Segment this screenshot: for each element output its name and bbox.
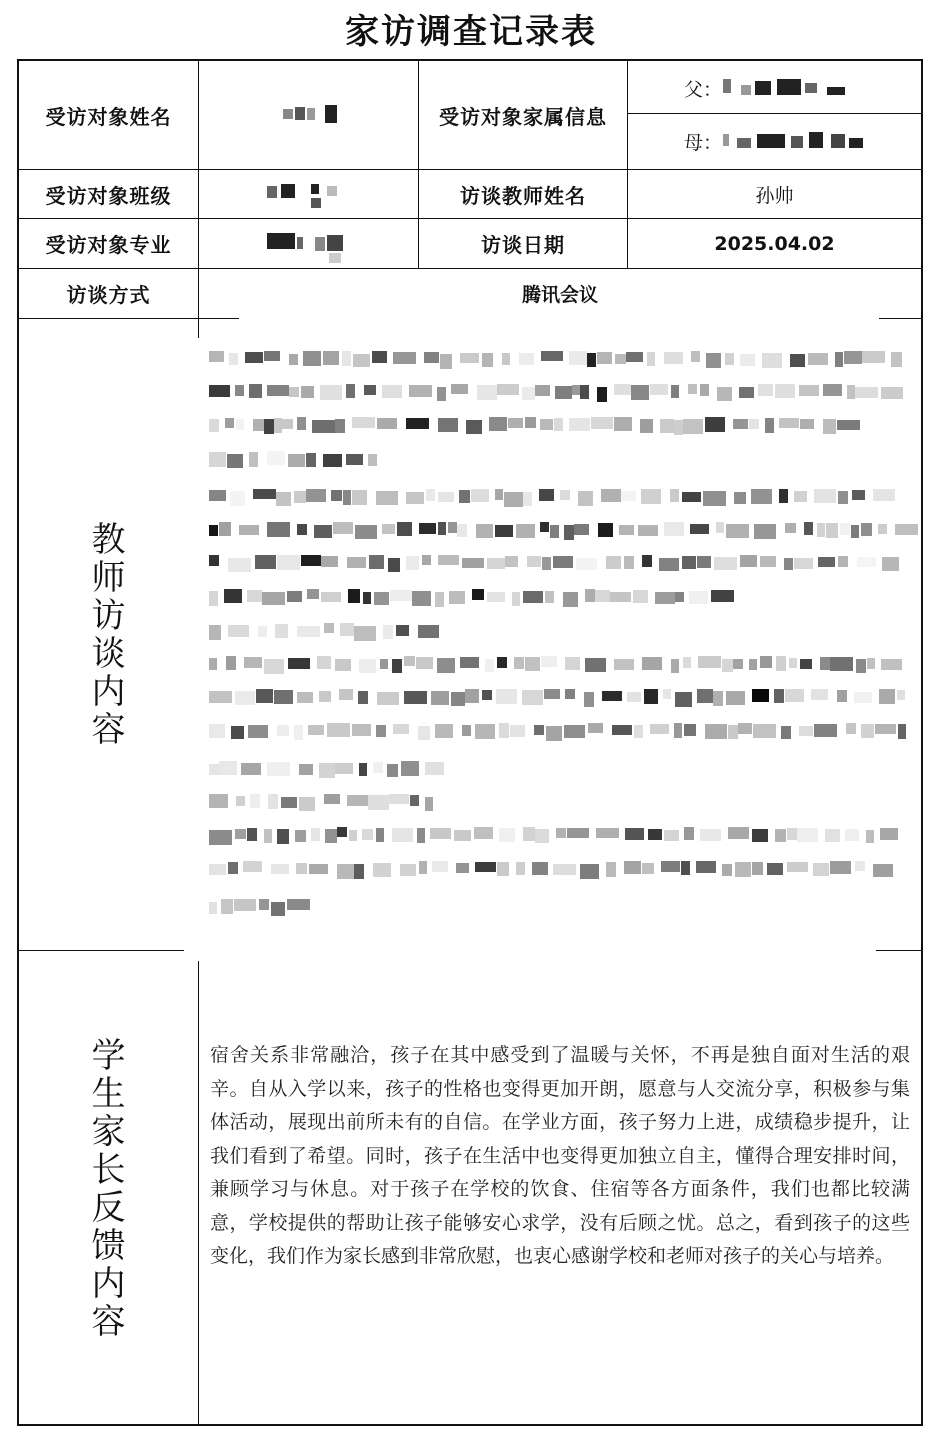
teacher-content-label-cell bbox=[19, 319, 198, 950]
redacted-student-name bbox=[283, 105, 343, 123]
major-value bbox=[199, 219, 418, 268]
parent-feedback-text: 宿舍关系非常融洽，孩子在其中感受到了温暖与关怀，不再是独自面对生活的艰辛。自从入学以来，孩子的性格也变得更加开朗，愿意与人交流分享，积极参与集体活动，展现出前所未有的自信。在学业方面，孩子努力上进，成绩稳步提升，让我们看到了希望。同时，孩子在生活中也变得更加独立自主，懂得合理安排时间，兼顾学习与休息。对于孩子在学校的饮食、住宿等各方面条件，我们也都比较满意，学校提供的帮助让孩子能够安心求学，没有后顾之忧。总之，看到孩子的这些变化，我们作为家长感到非常欣慰，也衷心感谢学校和老师对孩子的关心与培养。 bbox=[210, 1044, 910, 1267]
mother-label: 母： bbox=[684, 132, 723, 154]
class-label: 受访对象班级 bbox=[45, 183, 172, 208]
date-value: 2025.04.02 bbox=[714, 232, 835, 255]
family-info-label: 受访对象家属信息 bbox=[439, 104, 607, 129]
parent-feedback-label-cell bbox=[19, 951, 198, 1426]
method-value: 腾讯会议 bbox=[521, 284, 598, 306]
teacher-name-value: 孙帅 bbox=[755, 184, 794, 207]
student-name-label: 受访对象姓名 bbox=[45, 104, 172, 129]
redacted-father-info bbox=[723, 77, 853, 97]
teacher-content-label: 教师访谈内容 bbox=[91, 519, 126, 750]
date-label: 访谈日期 bbox=[481, 233, 565, 257]
teacher-name-label: 访谈教师姓名 bbox=[460, 183, 586, 208]
redacted-class bbox=[267, 184, 357, 208]
parent-feedback-label: 学生家长反馈内容 bbox=[91, 1035, 126, 1342]
father-label: 父： bbox=[684, 79, 723, 101]
student-name-value bbox=[199, 61, 418, 169]
document-title: 家访调查记录表 bbox=[345, 12, 597, 52]
redacted-mother-info bbox=[723, 130, 873, 150]
redacted-major bbox=[267, 229, 367, 265]
method-label: 访谈方式 bbox=[66, 283, 151, 307]
class-value bbox=[199, 170, 418, 218]
record-table bbox=[17, 59, 923, 1426]
major-label: 受访对象专业 bbox=[45, 233, 172, 257]
redacted-teacher-content bbox=[209, 351, 909, 931]
father-info bbox=[628, 61, 921, 113]
mother-info bbox=[628, 114, 921, 169]
